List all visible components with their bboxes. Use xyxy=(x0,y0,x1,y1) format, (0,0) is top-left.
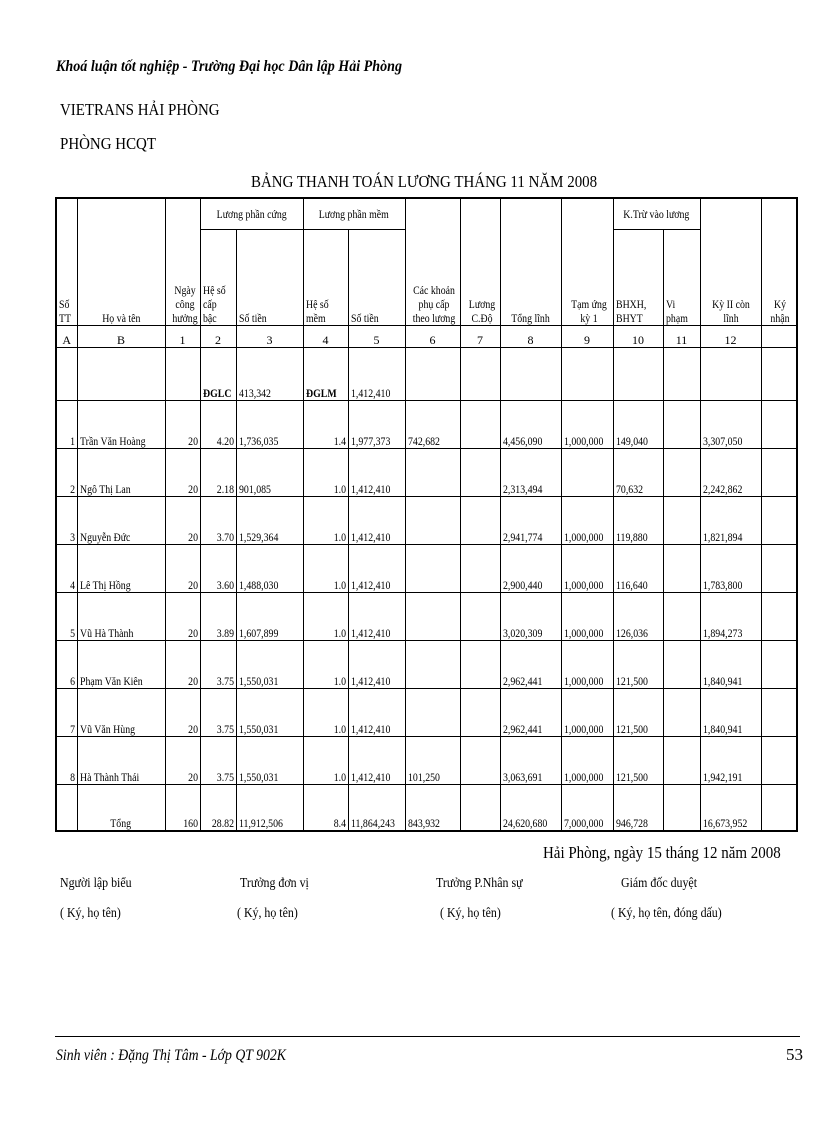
cell-hard-amount: 1,607,899 xyxy=(236,593,303,641)
signer-director-note: ( Ký, họ tên, đóng dấu) xyxy=(611,906,722,921)
cell-signature xyxy=(761,545,797,593)
cell-hard-amount: 1,529,364 xyxy=(236,497,303,545)
cell-advance: 1,000,000 xyxy=(561,641,613,689)
col-overtime-header: Lương C.Độ xyxy=(460,198,500,326)
cell-soft-coef: 1.0 xyxy=(303,449,348,497)
cell-hard-coef: 2.18 xyxy=(200,449,236,497)
base-rate-row xyxy=(56,348,797,401)
totals-label: Tổng xyxy=(77,785,165,832)
index-cell: A xyxy=(56,326,77,348)
cell-soft-amount: 1,412,410 xyxy=(348,593,405,641)
col-total-header: Tổng lĩnh xyxy=(500,198,561,326)
totals-allowance: 843,932 xyxy=(405,785,460,832)
index-row xyxy=(56,326,797,348)
cell-name: Phạm Văn Kiên xyxy=(77,641,165,689)
cell-stt: 5 xyxy=(56,593,77,641)
dglm-label: ĐGLM xyxy=(303,348,348,401)
cell-overtime xyxy=(460,593,500,641)
payroll-table xyxy=(55,197,798,832)
cell-insurance: 121,500 xyxy=(613,641,663,689)
cell-period2: 1,840,941 xyxy=(700,641,761,689)
cell-overtime xyxy=(460,497,500,545)
table-row xyxy=(56,449,797,497)
cell-days: 20 xyxy=(165,449,200,497)
signer-preparer-note: ( Ký, họ tên) xyxy=(60,906,121,921)
cell-total: 2,962,441 xyxy=(500,689,561,737)
thesis-header: Khoá luận tốt nghiệp - Trường Đại học Dân lập Hải Phòng xyxy=(56,58,403,75)
cell-signature xyxy=(761,689,797,737)
col-stt-header: Số TT xyxy=(56,198,77,326)
cell-name: Nguyễn Đức xyxy=(77,497,165,545)
index-cell: 2 xyxy=(200,326,236,348)
cell-insurance: 126,036 xyxy=(613,593,663,641)
employee-rows xyxy=(56,401,797,785)
cell-soft-amount: 1,412,410 xyxy=(348,545,405,593)
group-deductions: K.Trừ vào lương xyxy=(613,198,700,230)
cell-hard-coef: 3.89 xyxy=(200,593,236,641)
index-cell: 3 xyxy=(236,326,303,348)
cell-insurance: 119,880 xyxy=(613,497,663,545)
table-row xyxy=(56,641,797,689)
cell-days: 20 xyxy=(165,401,200,449)
cell-stt: 3 xyxy=(56,497,77,545)
footer-divider xyxy=(55,1036,800,1037)
table-row xyxy=(56,737,797,785)
totals-days: 160 xyxy=(165,785,200,832)
col-advance-header: Tạm ứng kỳ 1 xyxy=(561,198,613,326)
cell-signature xyxy=(761,497,797,545)
cell-total: 3,063,691 xyxy=(500,737,561,785)
cell-advance: 1,000,000 xyxy=(561,497,613,545)
cell-insurance: 149,040 xyxy=(613,401,663,449)
cell-allowance xyxy=(405,545,460,593)
index-cell: 7 xyxy=(460,326,500,348)
cell-soft-amount: 1,412,410 xyxy=(348,737,405,785)
cell-signature xyxy=(761,737,797,785)
totals-soft-coef: 8.4 xyxy=(303,785,348,832)
cell-stt: 1 xyxy=(56,401,77,449)
cell-name: Hà Thành Thái xyxy=(77,737,165,785)
totals-period2: 16,673,952 xyxy=(700,785,761,832)
cell-days: 20 xyxy=(165,737,200,785)
signer-director-role: Giám đốc duyệt xyxy=(621,876,698,891)
table-row xyxy=(56,689,797,737)
totals-advance: 7,000,000 xyxy=(561,785,613,832)
cell-days: 20 xyxy=(165,497,200,545)
cell-hard-coef: 3.75 xyxy=(200,689,236,737)
cell-total: 2,962,441 xyxy=(500,641,561,689)
cell-hard-amount: 1,550,031 xyxy=(236,689,303,737)
col-signature-header: Ký nhận xyxy=(761,198,797,326)
cell-hard-coef: 4.20 xyxy=(200,401,236,449)
index-cell: 5 xyxy=(348,326,405,348)
cell-violation xyxy=(663,737,700,785)
table-row xyxy=(56,401,797,449)
index-cell: 6 xyxy=(405,326,460,348)
group-header-row xyxy=(56,198,797,230)
cell-total: 4,456,090 xyxy=(500,401,561,449)
cell-violation xyxy=(663,593,700,641)
cell-soft-coef: 1.0 xyxy=(303,545,348,593)
index-cell: 12 xyxy=(700,326,761,348)
col-soft-coef-header: Hệ số mềm xyxy=(303,230,348,326)
cell-hard-amount: 1,550,031 xyxy=(236,737,303,785)
company-name: VIETRANS HẢI PHÒNG xyxy=(60,100,220,119)
index-cell: 10 xyxy=(613,326,663,348)
cell-soft-coef: 1.0 xyxy=(303,737,348,785)
cell-period2: 1,894,273 xyxy=(700,593,761,641)
cell-period2: 1,942,191 xyxy=(700,737,761,785)
index-cell: 1 xyxy=(165,326,200,348)
cell-signature xyxy=(761,449,797,497)
cell-overtime xyxy=(460,689,500,737)
cell-total: 2,941,774 xyxy=(500,497,561,545)
cell-total: 3,020,309 xyxy=(500,593,561,641)
cell-hard-amount: 901,085 xyxy=(236,449,303,497)
cell-signature xyxy=(761,641,797,689)
cell-violation xyxy=(663,449,700,497)
cell-overtime xyxy=(460,401,500,449)
cell-signature xyxy=(761,401,797,449)
cell-hard-amount: 1,736,035 xyxy=(236,401,303,449)
cell-name: Lê Thị Hồng xyxy=(77,545,165,593)
cell-hard-amount: 1,550,031 xyxy=(236,641,303,689)
cell-allowance: 101,250 xyxy=(405,737,460,785)
cell-advance: 1,000,000 xyxy=(561,593,613,641)
cell-allowance: 742,682 xyxy=(405,401,460,449)
cell-period2: 1,840,941 xyxy=(700,689,761,737)
table-title: BẢNG THANH TOÁN LƯƠNG THÁNG 11 NĂM 2008 xyxy=(251,172,598,191)
index-cell: 8 xyxy=(500,326,561,348)
cell-stt: 4 xyxy=(56,545,77,593)
cell-advance: 1,000,000 xyxy=(561,401,613,449)
index-cell: B xyxy=(77,326,165,348)
signer-unit-head-role: Trưởng đơn vị xyxy=(240,876,309,891)
cell-allowance xyxy=(405,497,460,545)
cell-days: 20 xyxy=(165,593,200,641)
cell-days: 20 xyxy=(165,641,200,689)
col-violation-header: Vi phạm xyxy=(663,230,700,326)
cell-stt: 7 xyxy=(56,689,77,737)
totals-signature xyxy=(761,785,797,832)
col-hard-amount-header: Số tiền xyxy=(236,230,303,326)
signer-hr-head-role: Trưởng P.Nhân sự xyxy=(436,876,523,891)
table-row xyxy=(56,545,797,593)
dglc-label: ĐGLC xyxy=(200,348,236,401)
cell-violation xyxy=(663,497,700,545)
cell-period2: 3,307,050 xyxy=(700,401,761,449)
footer-student: Sinh viên : Đặng Thị Tâm - Lớp QT 902K xyxy=(56,1047,286,1064)
signer-unit-head-note: ( Ký, họ tên) xyxy=(237,906,298,921)
department-name: PHÒNG HCQT xyxy=(60,134,157,153)
cell-violation xyxy=(663,401,700,449)
table-row xyxy=(56,593,797,641)
signer-preparer-role: Người lập biểu xyxy=(60,876,132,891)
cell-soft-coef: 1.0 xyxy=(303,497,348,545)
cell-soft-coef: 1.0 xyxy=(303,641,348,689)
cell-period2: 2,242,862 xyxy=(700,449,761,497)
col-hard-coef-header: Hệ số cấp bậc xyxy=(200,230,236,326)
cell-soft-coef: 1.0 xyxy=(303,689,348,737)
totals-row xyxy=(56,785,797,832)
cell-violation xyxy=(663,641,700,689)
cell-advance xyxy=(561,449,613,497)
signer-hr-head-note: ( Ký, họ tên) xyxy=(440,906,501,921)
totals-hard-amount: 11,912,506 xyxy=(236,785,303,832)
cell-days: 20 xyxy=(165,689,200,737)
col-days-header: Ngày công hưởng xyxy=(165,198,200,326)
cell-name: Vũ Văn Hùng xyxy=(77,689,165,737)
col-soft-amount-header: Số tiền xyxy=(348,230,405,326)
cell-name: Ngô Thị Lan xyxy=(77,449,165,497)
cell-hard-amount: 1,488,030 xyxy=(236,545,303,593)
cell-soft-coef: 1.0 xyxy=(303,593,348,641)
group-soft-salary: Lương phần mềm xyxy=(303,198,405,230)
totals-violation xyxy=(663,785,700,832)
totals-hard-coef: 28.82 xyxy=(200,785,236,832)
cell-days: 20 xyxy=(165,545,200,593)
col-insurance-header: BHXH, BHYT xyxy=(613,230,663,326)
cell-soft-amount: 1,412,410 xyxy=(348,689,405,737)
cell-insurance: 116,640 xyxy=(613,545,663,593)
cell-insurance: 121,500 xyxy=(613,737,663,785)
cell-soft-amount: 1,412,410 xyxy=(348,497,405,545)
cell-overtime xyxy=(460,737,500,785)
cell-allowance xyxy=(405,593,460,641)
cell-violation xyxy=(663,545,700,593)
cell-name: Trần Văn Hoàng xyxy=(77,401,165,449)
cell-stt: 6 xyxy=(56,641,77,689)
cell-soft-amount: 1,412,410 xyxy=(348,449,405,497)
cell-total: 2,900,440 xyxy=(500,545,561,593)
dglm-value: 1,412,410 xyxy=(348,348,405,401)
page-number: 53 xyxy=(786,1045,803,1064)
group-hard-salary: Lương phần cứng xyxy=(200,198,303,230)
cell-advance: 1,000,000 xyxy=(561,545,613,593)
index-cell xyxy=(761,326,797,348)
col-period2-header: Kỳ II còn lĩnh xyxy=(700,198,761,326)
col-allowance-header: Các khoản phụ cấp theo lương xyxy=(405,198,460,326)
cell-hard-coef: 3.75 xyxy=(200,641,236,689)
cell-overtime xyxy=(460,545,500,593)
cell-signature xyxy=(761,593,797,641)
cell-allowance xyxy=(405,641,460,689)
cell-hard-coef: 3.70 xyxy=(200,497,236,545)
index-cell: 9 xyxy=(561,326,613,348)
cell-stt: 2 xyxy=(56,449,77,497)
cell-insurance: 70,632 xyxy=(613,449,663,497)
cell-soft-amount: 1,977,373 xyxy=(348,401,405,449)
col-name-header: Họ và tên xyxy=(77,198,165,326)
cell-advance: 1,000,000 xyxy=(561,737,613,785)
cell-overtime xyxy=(460,641,500,689)
totals-overtime xyxy=(460,785,500,832)
signature-date: Hải Phòng, ngày 15 tháng 12 năm 2008 xyxy=(543,843,781,862)
cell-hard-coef: 3.60 xyxy=(200,545,236,593)
cell-stt: 8 xyxy=(56,737,77,785)
cell-insurance: 121,500 xyxy=(613,689,663,737)
cell-name: Vũ Hà Thành xyxy=(77,593,165,641)
cell-advance: 1,000,000 xyxy=(561,689,613,737)
cell-period2: 1,783,800 xyxy=(700,545,761,593)
index-cell: 11 xyxy=(663,326,700,348)
cell-violation xyxy=(663,689,700,737)
cell-total: 2,313,494 xyxy=(500,449,561,497)
totals-soft-amount: 11,864,243 xyxy=(348,785,405,832)
cell-soft-amount: 1,412,410 xyxy=(348,641,405,689)
cell-hard-coef: 3.75 xyxy=(200,737,236,785)
index-cell: 4 xyxy=(303,326,348,348)
cell-allowance xyxy=(405,449,460,497)
cell-overtime xyxy=(460,449,500,497)
totals-insurance: 946,728 xyxy=(613,785,663,832)
table-row xyxy=(56,497,797,545)
dglc-value: 413,342 xyxy=(236,348,303,401)
totals-total: 24,620,680 xyxy=(500,785,561,832)
cell-allowance xyxy=(405,689,460,737)
cell-period2: 1,821,894 xyxy=(700,497,761,545)
cell-soft-coef: 1.4 xyxy=(303,401,348,449)
